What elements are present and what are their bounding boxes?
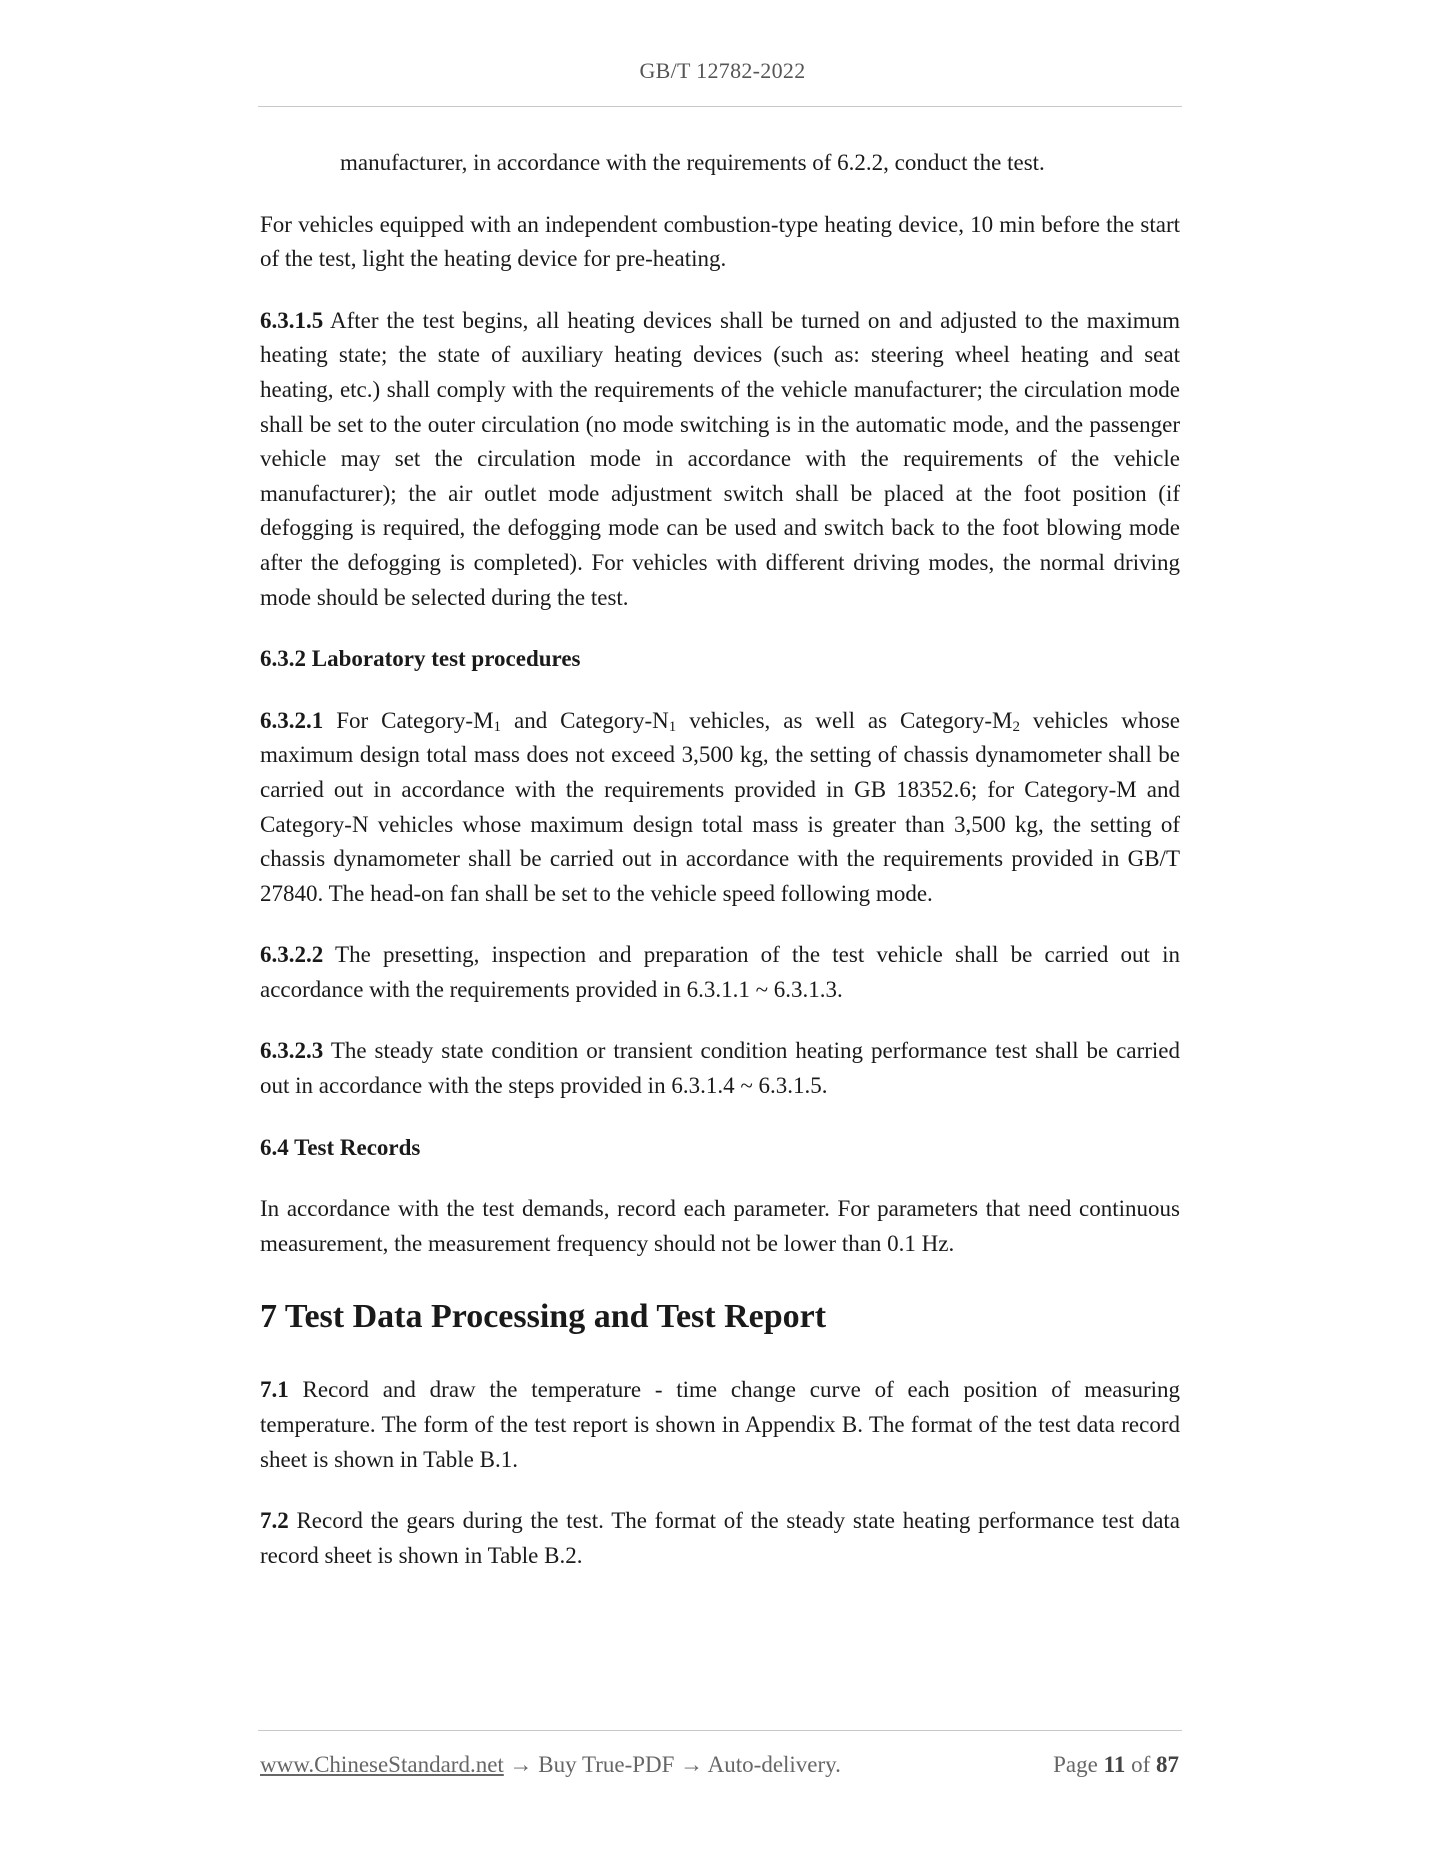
total-pages-number: 87: [1156, 1752, 1179, 1777]
clause-number: 6.3.2.1: [260, 707, 324, 733]
clause-text: For Category-M: [336, 707, 494, 733]
clause-number: 6.3.1.5: [260, 307, 324, 333]
page-indicator: [1053, 1752, 1179, 1778]
clause-number: 7.2: [260, 1508, 289, 1534]
page-body: [260, 146, 1180, 1573]
clause-text: vehicles whose maximum design total mass does not exceed 3,500 kg, the setting of chassis dynamometer shall be carried out in accordance with the requirements provided in GB 18352.6; for Category-M and Category-N vehicles whose maximum design total mass is greater than 3,500 kg, the setting of chassis dynamometer shall be carried out in accordance with the requirements provided in GB/T 27840. The head-on fan shall be set to the vehicle speed following mode.: [260, 707, 1180, 906]
clause-number: 6.3.2.3: [260, 1038, 324, 1064]
section-heading-6-4: 6.4 Test Records: [260, 1134, 421, 1160]
footer-promo-text: → Buy True-PDF → Auto-delivery.: [503, 1752, 841, 1777]
clause-text: The steady state condition or transient condition heating performance test shall be carried out in accordance with the steps provided in 6.3.1.4 ~ 6.3.1.5.: [260, 1038, 1180, 1099]
clause-6-3-1-5: [260, 304, 1180, 615]
clause-number: 6.3.2.2: [260, 942, 324, 968]
paragraph-test-records: In accordance with the test demands, record each parameter. For parameters that need continuous measurement, the measurement frequency should not be lower than 0.1 Hz.: [260, 1196, 1180, 1256]
clause-7-1: [260, 1373, 1180, 1477]
clause-text: and Category-N: [513, 707, 669, 733]
page-label: Page: [1053, 1752, 1098, 1777]
chapter-heading-7: 7 Test Data Processing and Test Report: [260, 1298, 827, 1336]
clause-text: After the test begins, all heating devices shall be turned on and adjusted to the maximum heating state; the state of auxiliary heating devices (such as: steering wheel heating and seat heating, etc.) shall comply with the requirements of the vehicle manufacturer; the circulation mode shall be set to the outer circulation (no mode switching is in the automatic mode, and the passenger vehicle may set the circulation mode in accordance with the requirements of the vehicle manufacturer); the air outlet mode adjustment switch shall be placed at the foot position (if defogging is required, the defogging mode can be used and switch back to the foot blowing mode after the defogging is completed). For vehicles with different driving modes, the normal driving mode should be selected during the test.: [260, 307, 1180, 610]
section-heading-6-3-2: 6.3.2 Laboratory test procedures: [260, 646, 581, 672]
clause-text: Record and draw the temperature - time change curve of each position of measuring temperature. The form of the test report is shown in Appendix B. The format of the test data record sheet is shown in Table B.1.: [260, 1377, 1181, 1472]
footer-promo: [260, 1752, 841, 1778]
clause-text: Record the gears during the test. The format of the steady state heating performance test data record sheet is shown in Table B.2.: [260, 1508, 1181, 1568]
clause-6-3-2-1: [260, 704, 1180, 912]
paragraph-preheating: For vehicles equipped with an independent combustion-type heating device, 10 min before the start of the test, light the heating device for pre-heating.: [260, 211, 1180, 272]
website-link[interactable]: www.ChineseStandard.net: [260, 1752, 504, 1777]
clause-number: 7.1: [260, 1377, 289, 1403]
subscript: 2: [1012, 718, 1020, 735]
clause-text: vehicles, as well as Category-M: [689, 707, 1013, 733]
current-page-number: 11: [1103, 1752, 1126, 1777]
footer-divider: [258, 1730, 1182, 1731]
continued-paragraph: manufacturer, in accordance with the requirements of 6.2.2, conduct the test.: [340, 150, 1045, 175]
clause-6-3-2-2: [260, 938, 1180, 1007]
running-header: GB/T 12782-2022: [639, 58, 806, 83]
clause-6-3-2-3: [260, 1034, 1180, 1103]
clause-text: The presetting, inspection and preparation of the test vehicle shall be carried out in accordance with the requirements provided in 6.3.1.1 ~ 6.3.1.3.: [260, 942, 1180, 1002]
clause-7-2: [260, 1504, 1180, 1573]
of-label: of: [1131, 1752, 1151, 1777]
subscript: 1: [668, 718, 677, 735]
header-divider: [258, 106, 1182, 107]
subscript: 1: [493, 718, 502, 735]
